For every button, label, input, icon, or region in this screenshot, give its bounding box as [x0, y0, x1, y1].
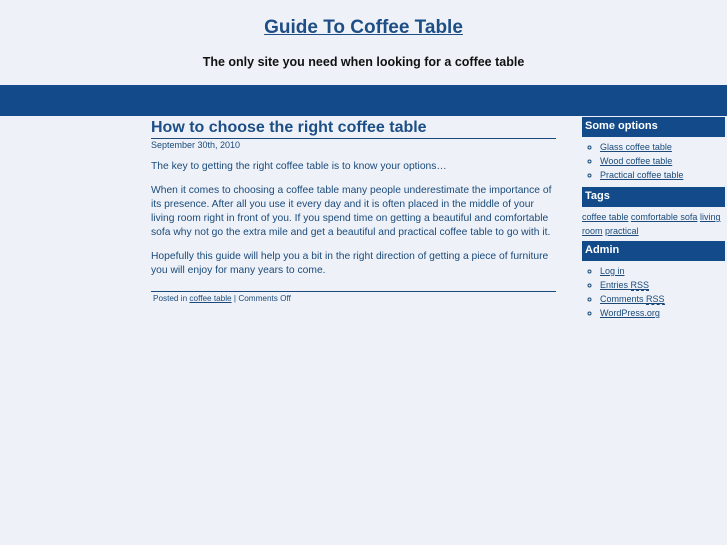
site-title-link[interactable]: Guide To Coffee Table: [264, 17, 463, 38]
site-tagline: The only site you need when looking for a coffee table: [202, 55, 525, 69]
meta-separator: |: [233, 294, 237, 303]
post-meta: [151, 291, 556, 303]
list-item: [600, 264, 725, 278]
list-item: [600, 306, 725, 320]
comments-status: Comments Off: [238, 294, 291, 303]
tags-widget: [582, 187, 725, 238]
post-date: September 30th, 2010: [151, 140, 241, 150]
comments-rss-link[interactable]: [600, 294, 665, 305]
practical-coffee-table-link[interactable]: Practical coffee table: [600, 170, 684, 180]
options-list: [582, 140, 725, 182]
options-widget-title: Some options: [582, 117, 725, 137]
wood-coffee-table-link[interactable]: Wood coffee table: [600, 156, 673, 166]
entries-label: Entries: [600, 280, 629, 290]
tag-link-comfortable-sofa[interactable]: comfortable sofa: [630, 212, 698, 222]
list-item: [600, 278, 725, 292]
posted-in-label: Posted in: [153, 294, 188, 303]
admin-widget: [582, 241, 725, 320]
list-item: [600, 140, 725, 154]
post-title-link[interactable]: How to choose the right coffee table: [151, 116, 556, 139]
list-item: [600, 154, 725, 168]
post-paragraph: Hopefully this guide will help you a bit in the right direction of getting a piece of furniture you will enjoy for many years to come.: [151, 251, 549, 276]
tags-widget-title: Tags: [582, 187, 725, 207]
admin-widget-title: Admin: [582, 241, 725, 261]
tag-link-practical[interactable]: practical: [605, 226, 639, 236]
list-item: [600, 168, 725, 182]
admin-list: [582, 264, 725, 320]
entries-rss-link[interactable]: [600, 280, 649, 291]
rss-abbr: RSS: [646, 294, 665, 304]
comments-label: Comments: [600, 294, 644, 304]
tag-cloud: [582, 210, 725, 238]
rss-abbr: RSS: [630, 280, 650, 290]
post-paragraph: When it comes to choosing a coffee table many people underestimate the importance of its presence. After all you use it every day and it is often placed in the middle of your living room right in front of you. If you spend time on getting a beautiful and comfortable sofa why not go the extra mile and get a beautiful and practical coffee table to go with it.: [151, 185, 552, 238]
log-in-link[interactable]: Log in: [600, 266, 625, 276]
site-header: [0, 0, 727, 85]
category-link[interactable]: coffee table: [189, 294, 232, 303]
post-paragraph: The key to getting the right coffee table is to know your options…: [151, 161, 447, 172]
glass-coffee-table-link[interactable]: Glass coffee table: [600, 142, 672, 152]
wordpress-org-link[interactable]: WordPress.org: [600, 308, 660, 318]
tag-link-coffee-table[interactable]: coffee table: [582, 212, 629, 222]
options-widget: [582, 117, 725, 182]
sidebar: [582, 117, 725, 325]
list-item: [600, 292, 725, 306]
main-content: [151, 116, 556, 303]
post-body: [151, 160, 556, 278]
navigation-bar: [0, 85, 727, 116]
tag-link-living-room[interactable]: living room: [582, 212, 721, 236]
